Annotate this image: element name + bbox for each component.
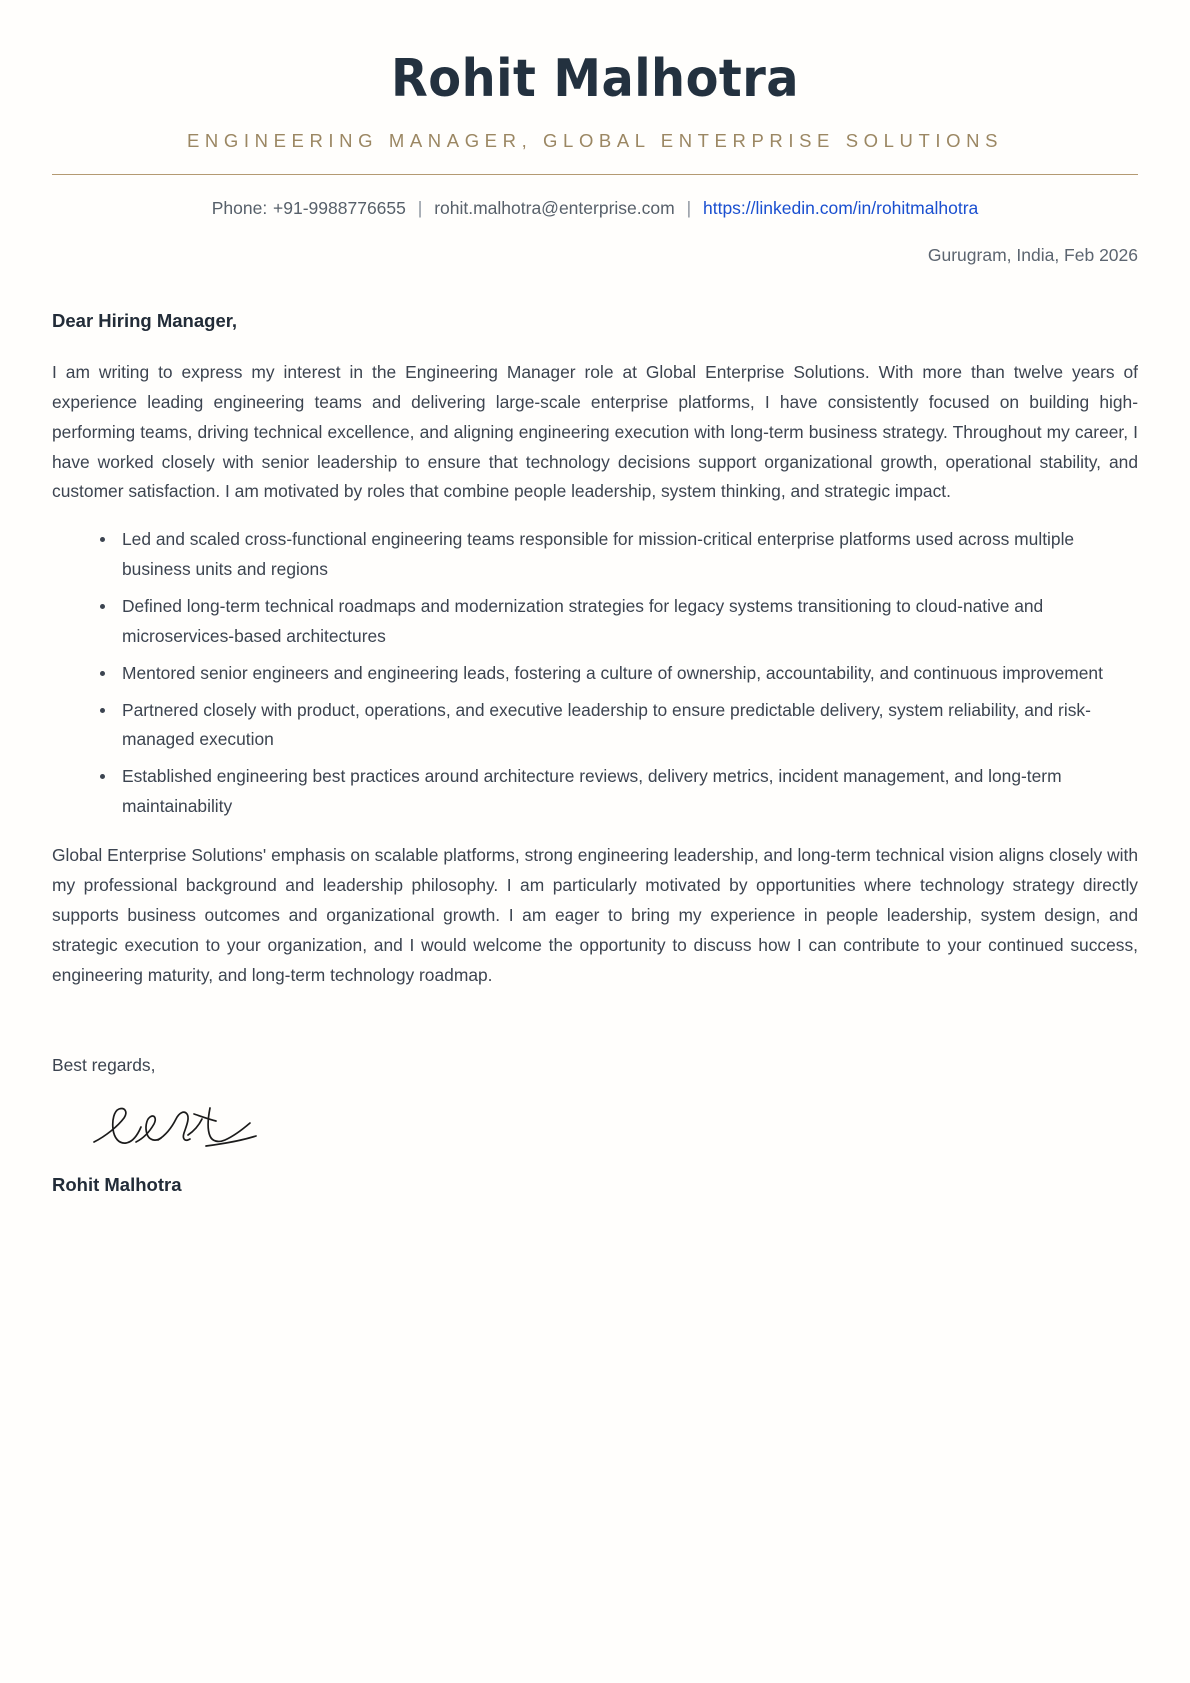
salutation: Dear Hiring Manager,: [52, 309, 238, 331]
header-divider: [52, 174, 1138, 175]
list-item: Established engineering best practices around architecture reviews, delivery metrics, incident management, and long-term maintainability: [100, 762, 1138, 822]
achievements-list: [52, 525, 1138, 822]
list-item: Defined long-term technical roadmaps and modernization strategies for legacy systems transitioning to cloud-native and microservices-based architectures: [100, 592, 1138, 652]
signature-image: [52, 1102, 1138, 1166]
linkedin-link[interactable]: https://linkedin.com/in/rohitmalhotra: [702, 198, 979, 219]
list-item: Led and scaled cross-functional engineering teams responsible for mission-critical enterprise platforms used across multiple business units and regions: [100, 525, 1138, 585]
contact-separator: |: [417, 198, 423, 219]
contact-separator: |: [686, 198, 692, 219]
closing-paragraph: Global Enterprise Solutions' emphasis on scalable platforms, strong engineering leadership, and long-term technical vision aligns closely with my professional background and leadership philosophy. I am particularly motivated by opportunities where technology strategy directly supports business outcomes and organizational growth. I am eager to bring my experience in people leadership, system design, and strategic execution to your organization, and I would welcome the opportunity to discuss how I can contribute to your continued success, engineering maturity, and long-term technology roadmap.: [52, 845, 1138, 985]
signer-name: Rohit Malhotra: [52, 1173, 182, 1195]
handwritten-signature-icon: [88, 1102, 278, 1160]
list-item: Partnered closely with product, operations, and executive leadership to ensure predictable delivery, system reliability, and risk-managed execution: [100, 696, 1138, 756]
date-location: Gurugram, India, Feb 2026: [927, 244, 1138, 265]
intro-paragraph: I am writing to express my interest in the Engineering Manager role at Global Enterprise Solutions. With more than twelve years of experience leading engineering teams and delivering large-scale enterprise platforms, I have consistently focused on building high-performing teams, driving technical excellence, and aligning engineering execution with long-term business strategy. Throughout my career, I have worked closely with senior leadership to ensure that technology decisions support organizational growth, operational stability, and customer satisfaction. I am motivated by roles that combine people leadership, system thinking, and strategic impact.: [52, 361, 1138, 502]
letterhead: [52, 50, 1138, 175]
page-title: Rohit Malhotra: [390, 49, 800, 109]
phone-text: Phone: +91-9988776655: [211, 198, 406, 219]
email-text: rohit.malhotra@enterprise.com: [434, 198, 675, 219]
role-subtitle: ENGINEERING MANAGER, GLOBAL ENTERPRISE SOLUTIONS: [186, 130, 1004, 152]
contact-line: [52, 196, 1138, 221]
closing-phrase: Best regards,: [52, 1054, 156, 1075]
list-item: Mentored senior engineers and engineering leads, fostering a culture of ownership, accountability, and continuous improvement: [100, 659, 1138, 689]
